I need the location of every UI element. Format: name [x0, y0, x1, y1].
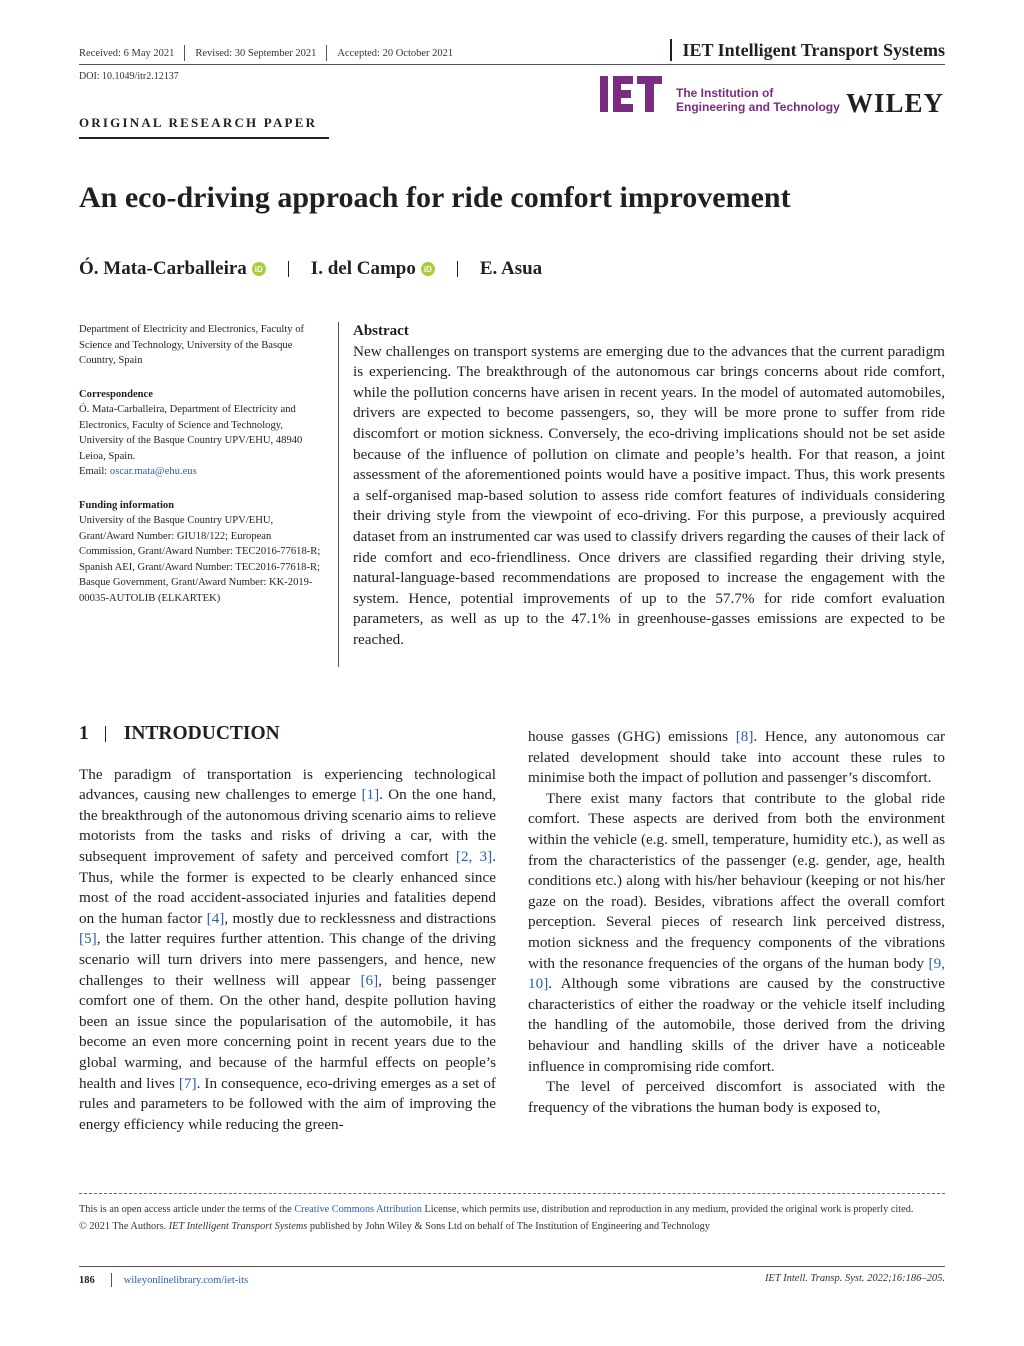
- paragraph: The level of perceived discomfort is associated with the frequency of the vibrations the human body is exposed to,: [528, 1078, 945, 1116]
- footer-rule: [79, 1266, 945, 1267]
- page-number: 186: [79, 1274, 95, 1286]
- orcid-icon[interactable]: iD: [421, 262, 435, 276]
- text: The paradigm of transportation is experiencing technological advances, causing new challenges to emerge: [79, 765, 496, 804]
- publisher-line-1: The Institution of: [676, 86, 774, 100]
- license-link[interactable]: Creative Commons Attribution: [294, 1204, 422, 1215]
- divider: [105, 726, 106, 742]
- text: . Thus, while the former is expected to be clearly enhanced since most of the road accident-associated injuries and fatalities depend on the human factor: [79, 847, 496, 927]
- correspondence-text: Ó. Mata-Carballeira, Department of Electricity and Electronics, Faculty of Science and Technology, University of the Basque Country UPV/EHU, 48940 Leioa, Spain.: [79, 404, 303, 462]
- received-date: Received: 6 May 2021: [79, 47, 175, 59]
- journal-citation: IET Intell. Transp. Syst. 2022;16:186–205.: [764, 1273, 945, 1284]
- text: , mostly due to recklessness and distractions: [224, 909, 496, 927]
- text: There exist many factors that contribute to the global ride comfort. These aspects are derived from both the environment within the vehicle (e.g. smell, temperature, humidity etc.), as well as from the characteristics of the passenger (e.g. gender, age, health conditions etc.) along with his/her behaviour (keeping or not his/her gaze on the road). Besides, vibrations affect the overall comfort perception. Several pieces of research link perceived distress, motion sickness and the frequency components of the vibrations with the resonance frequencies of the organs of the human body: [528, 789, 945, 972]
- text: . In consequence, eco-driving emerges as a set of rules and parameters to be followed with the aim of improving the energy efficiency while reducing the green-: [79, 1074, 496, 1133]
- affiliation: Department of Electricity and Electronics, Faculty of Science and Technology, University of the Basque Country, Spain: [79, 324, 305, 366]
- divider: [184, 45, 185, 61]
- text: License, which permits use, distribution and reproduction in any medium, provided the original work is properly cited.: [421, 1204, 914, 1215]
- divider: [111, 1273, 112, 1287]
- text: , being passenger comfort one of them. On the other hand, despite pollution having been an issue since the popularisation of the automobile, it has become an even more concerning point in recent years due to the global warming, and because of the harmful effects on people’s health and lives: [79, 971, 497, 1092]
- citation-link[interactable]: [5]: [79, 930, 97, 948]
- paragraph: [528, 727, 945, 789]
- accepted-date: Accepted: 20 October 2021: [337, 47, 454, 59]
- correspondence-label: Correspondence: [79, 388, 153, 400]
- email-prefix: Email:: [79, 466, 110, 477]
- funding-label: Funding information: [79, 499, 175, 511]
- divider: [670, 39, 672, 61]
- funding-text: University of the Basque Country UPV/EHU, Grant/Award Number: GIU18/122; European Commission, Grant/Award Number: TEC2016-77618-R; Spanish AEI, Grant/Award Number: TEC2016-77618-R; Basque Government, Grant/Award Number: KK-2019-00035-AUTOLIB (ELKARTEK): [79, 515, 321, 604]
- abstract-heading: Abstract: [353, 323, 409, 339]
- abstract-text: New challenges on transport systems are emerging due to the advances that the current paradigm is experiencing. The breakthrough of the autonomous car brings concerns about ride comfort, while the pollution concerns have arisen in recent years. In the model of automated automobiles, drivers are expected to become passengers, so, they will be more prone to suffer from ride discomfort or motion sickness. Conversely, the eco-driving implications should not be set aside because of the influence of pollution on climate and people’s health. For that reason, a joint assessment of the aforementioned points would have a positive impact. Thus, this work presents a self-organised map-based solution to assess ride comfort features of individuals considering their driving style from the viewpoint of eco-driving. For this purpose, a previously acquired dataset from an instrumented car was used to classify drivers regarding the causes of their lack of ride comfort and eco-friendliness. Once drivers are classified regarding their driving style, natural-language-based recommendations are proposed to increase the engagement with the system. Hence, potential improvements of up to the 57.7% for ride comfort evaluation parameters, as well as up to the 47.1% in greenhouse-gasses emissions are expected to be reached.: [353, 342, 945, 648]
- author-list: [79, 258, 542, 280]
- body-column-right: [528, 727, 945, 1118]
- citation-link[interactable]: [4]: [206, 909, 225, 927]
- section-heading: [79, 724, 496, 745]
- site-link[interactable]: wileyonlinelibrary.com/iet-its: [123, 1274, 249, 1286]
- author-name[interactable]: Ó. Mata-Carballeira: [79, 258, 247, 279]
- citation-link[interactable]: [9, 10]: [528, 954, 945, 993]
- history-dates: [79, 45, 453, 61]
- text: house gasses (GHG) emissions: [528, 728, 736, 745]
- text: This is an open access article under the terms of the: [79, 1204, 295, 1215]
- sidebar-divider: [338, 322, 339, 667]
- license-footnote: [79, 1202, 945, 1235]
- wiley-logo: WILEY: [846, 88, 945, 118]
- citation-link[interactable]: [6]: [360, 971, 379, 989]
- text: . Although some vibrations are caused by the constructive characteristics of either the roadway or the vehicle itself including the handling of the automobile, those derived from the driving behaviour and handling skills of the driver have a noticeable influence in compromising ride comfort.: [528, 975, 945, 1075]
- author-name[interactable]: E. Asua: [479, 258, 543, 279]
- email-link[interactable]: oscar.mata@ehu.eus: [109, 466, 197, 477]
- text: . Hence, any autonomous car related development should take into account these rules to minimise both the impact of pollution and passenger’s discomfort.: [528, 728, 946, 787]
- revised-date: Revised: 30 September 2021: [195, 47, 317, 59]
- publisher-name: [676, 87, 840, 114]
- text: published by John Wiley & Sons Ltd on behalf of The Institution of Engineering and Technology: [307, 1220, 710, 1232]
- journal-name: [632, 39, 945, 61]
- paragraph: [79, 765, 496, 1136]
- abstract: [353, 321, 945, 651]
- divider: [288, 261, 289, 277]
- citation-link[interactable]: [8]: [735, 728, 754, 745]
- iet-logo-icon: [600, 76, 662, 112]
- license-text: [79, 1202, 945, 1219]
- page-footer: [79, 1273, 248, 1287]
- text: . On the one hand, the breakthrough of the autonomous driving scenario aims to relieve motorists from the tasks and risks of driving a car, with the subsequent improvement of safety and perceived comfort: [79, 786, 496, 865]
- orcid-icon[interactable]: iD: [252, 262, 266, 276]
- email-line: [79, 464, 327, 480]
- journal-italic: IET Intelligent Transport Systems: [168, 1220, 308, 1232]
- citation-link[interactable]: [7]: [178, 1074, 197, 1092]
- text: © 2021 The Authors.: [79, 1220, 169, 1232]
- author-name[interactable]: I. del Campo: [310, 258, 416, 279]
- citation-link[interactable]: [1]: [361, 786, 380, 804]
- copyright-text: [79, 1219, 945, 1236]
- article-type-rule: [79, 137, 329, 139]
- paragraph: [528, 789, 945, 1077]
- divider: [457, 261, 458, 277]
- journal-title: IET Intelligent Transport Systems: [682, 39, 945, 60]
- body-column-left: [79, 724, 496, 1135]
- article-type: ORIGINAL RESEARCH PAPER: [79, 115, 318, 130]
- header-rule: [79, 64, 945, 65]
- footnote-divider: [79, 1193, 945, 1194]
- citation-link[interactable]: [2, 3]: [455, 847, 493, 865]
- section-title: INTRODUCTION: [123, 723, 280, 744]
- publisher-line-2: Engineering and Technology: [676, 99, 840, 114]
- article-info-sidebar: [79, 322, 327, 606]
- doi[interactable]: DOI: 10.1049/itr2.12137: [79, 71, 179, 82]
- section-number: 1: [79, 723, 89, 744]
- text: , the latter requires further attention. This change of the driving scenario will turn drivers into mere passengers, and hence, new challenges to their wellness will appear: [79, 930, 496, 989]
- divider: [326, 45, 327, 61]
- paper-title: An eco-driving approach for ride comfort improvement: [79, 181, 791, 214]
